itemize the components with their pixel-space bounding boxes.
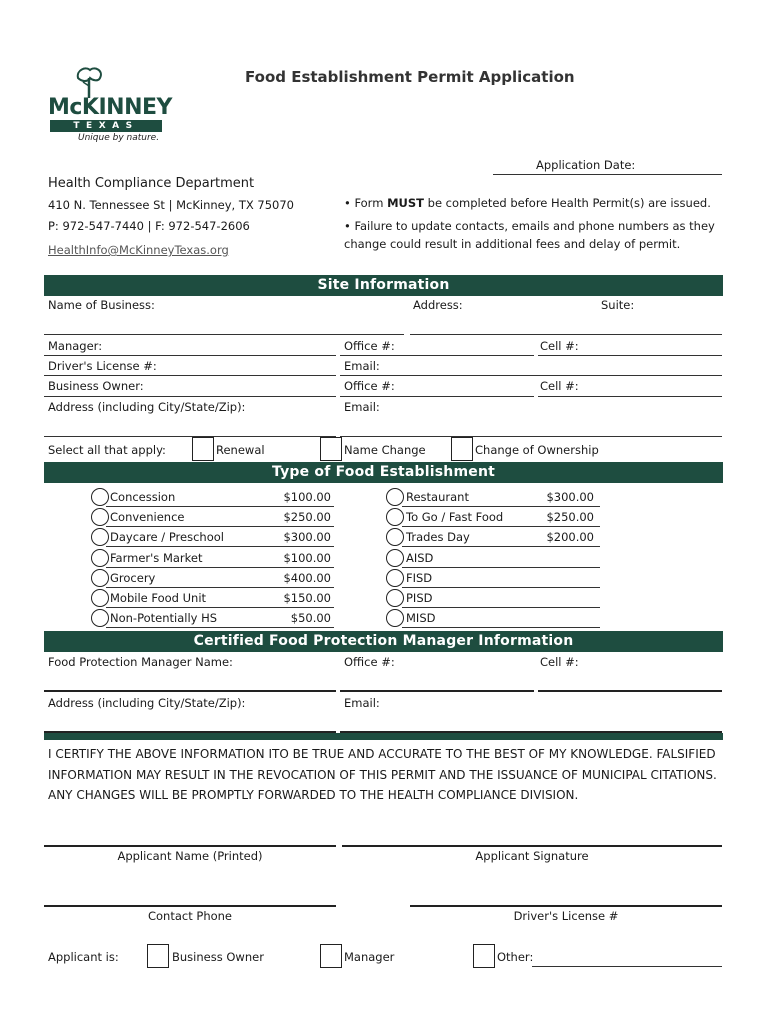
right-type-radio-7[interactable]	[386, 609, 404, 627]
owner-email-field[interactable]	[340, 436, 722, 437]
right-type-label-7: MISD	[406, 611, 436, 626]
left-type-label-7: Non-Potentially HS	[110, 611, 218, 626]
contact-phone-field[interactable]	[44, 905, 336, 907]
owner-cell-field[interactable]	[538, 396, 722, 397]
right-type-row-line-2	[402, 526, 600, 527]
suite-label: Suite:	[601, 298, 635, 312]
manager-office-field[interactable]	[340, 355, 534, 356]
right-type-row-line-1	[402, 506, 600, 507]
left-type-row-line-3	[106, 546, 334, 547]
left-type-label-1: Concession	[110, 490, 176, 504]
right-type-radio-5[interactable]	[386, 569, 404, 587]
left-type-label-5: Grocery	[110, 570, 156, 585]
left-type-label-6: Mobile Food Unit	[110, 591, 207, 605]
logo-wordmark: McKINNEY	[48, 95, 172, 120]
select-all-label: Select all that apply:	[48, 443, 166, 457]
right-type-radio-2[interactable]	[386, 508, 404, 526]
right-type-label-1: Restaurant	[406, 490, 469, 504]
owner-address-label: Address (including City/State/Zip):	[48, 400, 246, 414]
left-type-radio-2[interactable]	[91, 508, 109, 526]
renewal-label: Renewal	[216, 443, 265, 457]
left-type-radio-4[interactable]	[91, 549, 109, 567]
signer-drivers-license-label: Driver's License #	[513, 909, 619, 923]
note-form-must	[344, 196, 711, 210]
note-prefix: • Form	[344, 196, 388, 210]
site-information-heading: Site Information	[44, 275, 723, 296]
note-failure-line1: • Failure to update contacts, emails and phone numbers as they	[344, 219, 715, 233]
cfpm-office-label: Office #:	[344, 655, 395, 669]
applicant-is-label: Applicant is:	[48, 950, 119, 964]
owner-cell-label: Cell #:	[540, 379, 579, 393]
left-type-label-2: Convenience	[110, 510, 185, 525]
department-email-link[interactable]: HealthInfo@McKinneyTexas.org	[48, 243, 229, 257]
business-owner-field[interactable]	[44, 396, 336, 397]
left-type-label-3: Daycare / Preschool	[110, 530, 224, 545]
owner-address-field[interactable]	[44, 436, 336, 437]
left-type-row-line-1	[106, 506, 334, 507]
left-type-row-line-7	[106, 627, 334, 628]
department-phone-fax: P: 972-547-7440 | F: 972-547-2606	[48, 219, 250, 233]
left-type-fee-1: $100.00	[283, 490, 331, 504]
applicant-other-checkbox[interactable]	[473, 944, 495, 968]
manager-cell-label: Cell #:	[540, 339, 579, 353]
business-name-field[interactable]	[44, 334, 404, 335]
applicant-signature-label: Applicant Signature	[475, 849, 589, 863]
name-change-label: Name Change	[344, 443, 426, 457]
contact-phone-label: Contact Phone	[147, 909, 233, 923]
note-emphasis: MUST	[387, 196, 424, 210]
applicant-signature-field[interactable]	[342, 845, 722, 847]
department-address: 410 N. Tennessee St | McKinney, TX 75070	[48, 198, 294, 212]
department-name: Health Compliance Department	[48, 176, 255, 191]
cfpm-heading: Certified Food Protection Manager Information	[44, 631, 723, 652]
left-type-row-line-6	[106, 607, 334, 608]
signer-drivers-license-field[interactable]	[410, 905, 722, 907]
left-type-fee-6: $150.00	[283, 591, 331, 605]
right-type-fee-1: $300.00	[546, 490, 594, 504]
type-establishment-heading: Type of Food Establishment	[44, 462, 723, 483]
manager-email-field[interactable]	[340, 375, 722, 376]
right-type-label-2: To Go / Fast Food	[406, 510, 504, 525]
left-type-fee-3: $300.00	[283, 530, 331, 545]
left-type-radio-1[interactable]	[91, 488, 109, 506]
left-type-fee-7: $50.00	[290, 611, 331, 626]
application-date-field[interactable]	[493, 174, 722, 175]
manager-label: Manager:	[48, 339, 103, 353]
applicant-business-owner-label: Business Owner	[172, 950, 264, 964]
site-address-label: Address:	[413, 298, 463, 312]
manager-cell-field[interactable]	[538, 355, 722, 356]
left-type-row-line-4	[106, 567, 334, 568]
owner-office-field[interactable]	[340, 396, 534, 397]
applicant-name-field[interactable]	[44, 845, 336, 847]
cfpm-address-label: Address (including City/State/Zip):	[48, 696, 246, 710]
left-type-fee-2: $250.00	[283, 510, 331, 525]
left-type-fee-4: $100.00	[283, 550, 331, 565]
right-type-fee-3: $200.00	[546, 530, 594, 545]
left-type-label-4: Farmer's Market	[110, 550, 203, 565]
left-type-radio-5[interactable]	[91, 569, 109, 587]
note-failure-line2: change could result in additional fees and delay of permit.	[344, 237, 681, 251]
site-address-field[interactable]	[410, 334, 722, 335]
right-type-label-6: PISD	[406, 591, 433, 605]
application-date-label: Application Date:	[536, 158, 636, 172]
renewal-checkbox[interactable]	[192, 437, 214, 461]
right-type-row-line-7	[402, 627, 600, 628]
right-type-label-3: Trades Day	[406, 530, 470, 545]
applicant-manager-label: Manager	[344, 950, 395, 964]
page-title: Food Establishment Permit Application	[245, 68, 575, 86]
right-type-fee-2: $250.00	[546, 510, 594, 525]
left-type-row-line-2	[106, 526, 334, 527]
cfpm-bottom-bar	[44, 733, 723, 740]
cfpm-name-field[interactable]	[44, 690, 336, 692]
right-type-label-4: AISD	[406, 550, 434, 565]
right-type-radio-4[interactable]	[386, 549, 404, 567]
right-type-radio-3[interactable]	[386, 528, 404, 546]
applicant-name-label: Applicant Name (Printed)	[117, 849, 263, 863]
applicant-other-field[interactable]	[532, 966, 722, 967]
cfpm-cell-field[interactable]	[538, 690, 722, 692]
right-type-row-line-5	[402, 587, 600, 588]
right-type-row-line-6	[402, 607, 600, 608]
change-ownership-label: Change of Ownership	[475, 443, 599, 457]
name-change-checkbox[interactable]	[320, 437, 342, 461]
certify-line1: I CERTIFY THE ABOVE INFORMATION ITO BE TRUE AND ACCURATE TO THE BEST OF MY KNOWLEDGE. FALSIFIED	[48, 747, 716, 761]
left-type-radio-6[interactable]	[91, 589, 109, 607]
left-type-fee-5: $400.00	[283, 570, 331, 585]
left-type-radio-3[interactable]	[91, 528, 109, 546]
logo-state-band: TEXAS	[50, 120, 162, 132]
left-type-row-line-5	[106, 587, 334, 588]
cfpm-cell-label: Cell #:	[540, 655, 579, 669]
left-type-radio-7[interactable]	[91, 609, 109, 627]
right-type-label-5: FISD	[406, 570, 433, 585]
business-owner-label: Business Owner:	[48, 379, 144, 393]
manager-office-label: Office #:	[344, 339, 395, 353]
owner-email-label: Email:	[344, 400, 380, 414]
applicant-business-owner-checkbox[interactable]	[147, 944, 169, 968]
logo-tagline: Unique by nature.	[78, 133, 160, 143]
change-ownership-checkbox[interactable]	[451, 437, 473, 461]
business-name-label: Name of Business:	[48, 298, 155, 312]
cfpm-name-label: Food Protection Manager Name:	[48, 655, 233, 669]
certify-line2: INFORMATION MAY RESULT IN THE REVOCATION OF THIS PERMIT AND THE ISSUANCE OF MUNICIPAL CITATIONS.	[48, 768, 717, 782]
right-type-row-line-4	[402, 567, 600, 568]
cfpm-email-label: Email:	[344, 696, 380, 710]
manager-field[interactable]	[44, 355, 336, 356]
drivers-license-field[interactable]	[44, 375, 336, 376]
right-type-radio-6[interactable]	[386, 589, 404, 607]
certify-line3: ANY CHANGES WILL BE PROMPTLY FORWARDED TO THE HEALTH COMPLIANCE DIVISION.	[48, 788, 579, 802]
owner-office-label: Office #:	[344, 379, 395, 393]
note-suffix: be completed before Health Permit(s) are issued.	[424, 196, 711, 210]
right-type-row-line-3	[402, 546, 600, 547]
cfpm-office-field[interactable]	[340, 690, 534, 692]
drivers-license-label: Driver's License #:	[48, 359, 157, 373]
manager-email-label: Email:	[344, 359, 380, 373]
applicant-other-label: Other:	[497, 950, 534, 964]
applicant-manager-checkbox[interactable]	[320, 944, 342, 968]
right-type-radio-1[interactable]	[386, 488, 404, 506]
